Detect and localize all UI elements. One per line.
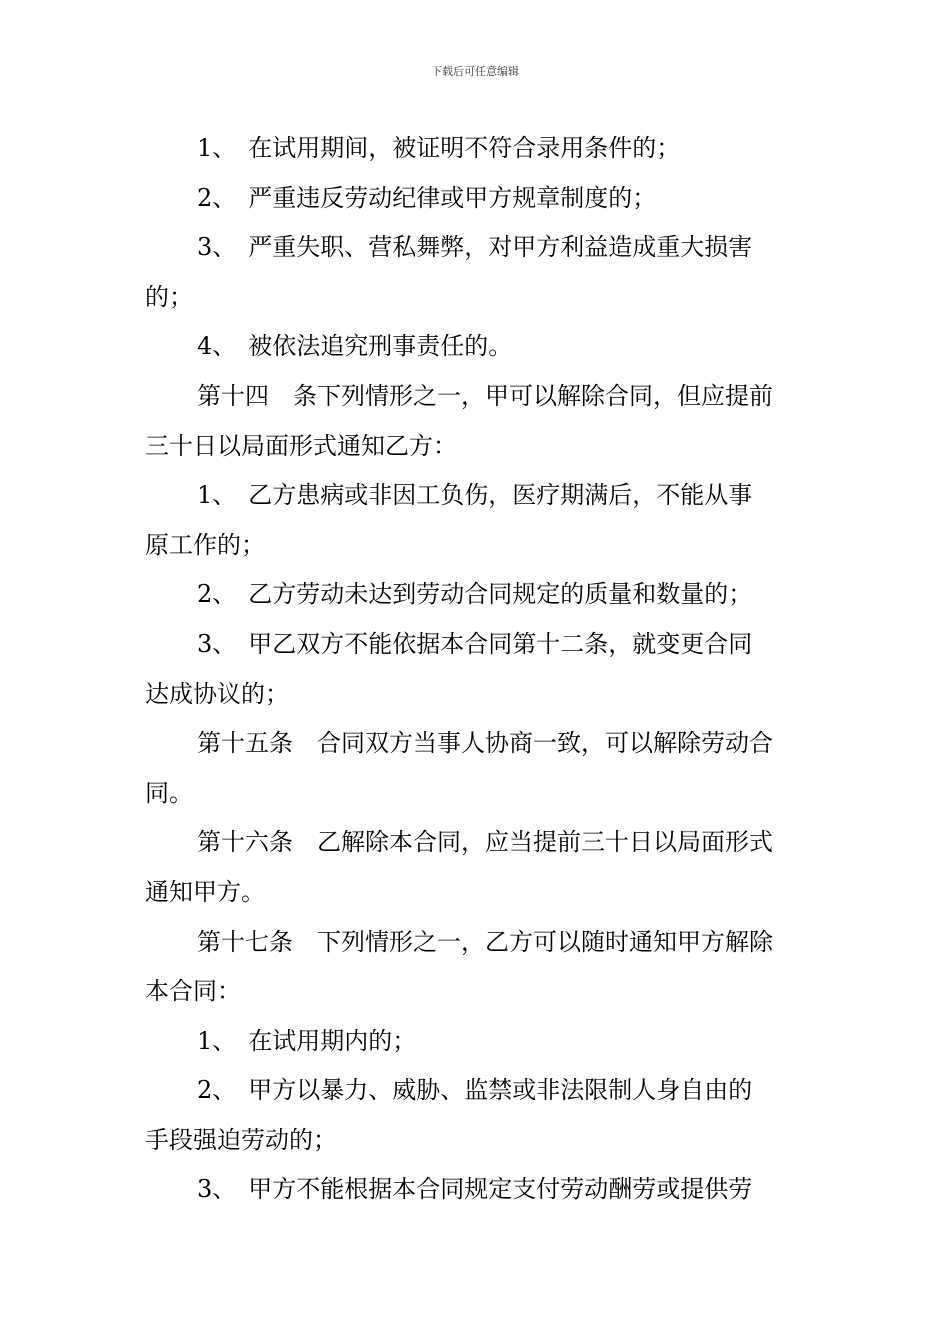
text-line: 达成协议的； xyxy=(145,679,289,708)
text-line: 2、 乙方劳动未达到劳动合同规定的质量和数量的； xyxy=(197,580,753,609)
text-line: 第十五条 合同双方当事人协商一致，可以解除劳动合 xyxy=(197,729,773,758)
text-line: 3、 甲方不能根据本合同规定支付劳动酬劳或提供劳 xyxy=(197,1175,753,1204)
text-line: 3、 严重失职、营私舞弊，对甲方利益造成重大损害 xyxy=(197,233,753,262)
text-line: 手段强迫劳动的； xyxy=(145,1125,337,1154)
text-line: 三十日以局面形式通知乙方： xyxy=(145,431,457,460)
text-line: 第十七条 下列情形之一，乙方可以随时通知甲方解除 xyxy=(197,927,773,956)
text-line: 1、 乙方患病或非因工负伤，医疗期满后，不能从事 xyxy=(197,481,753,510)
text-line: 2、 严重违反劳动纪律或甲方规章制度的； xyxy=(197,183,657,212)
text-line: 本合同： xyxy=(145,977,241,1006)
page-header: 下载后可任意编辑 xyxy=(431,65,519,78)
text-line: 通知甲方。 xyxy=(145,877,265,906)
text-line: 4、 被依法追究刑事责任的。 xyxy=(197,332,513,361)
text-line: 第十六条 乙解除本合同，应当提前三十日以局面形式 xyxy=(197,828,773,857)
text-line: 1、 在试用期内的； xyxy=(197,1026,417,1055)
text-line: 1、 在试用期间，被证明不符合录用条件的； xyxy=(197,134,681,162)
text-line: 同。 xyxy=(145,778,193,807)
text-line: 第十四 条下列情形之一，甲可以解除合同，但应提前 xyxy=(197,381,773,410)
text-line: 的； xyxy=(145,282,193,311)
document-body xyxy=(145,124,810,1215)
text-line: 2、 甲方以暴力、威胁、监禁或非法限制人身自由的 xyxy=(197,1076,753,1105)
text-line: 原工作的； xyxy=(145,530,265,559)
text-line: 3、 甲乙双方不能依据本合同第十二条，就变更合同 xyxy=(197,629,753,658)
